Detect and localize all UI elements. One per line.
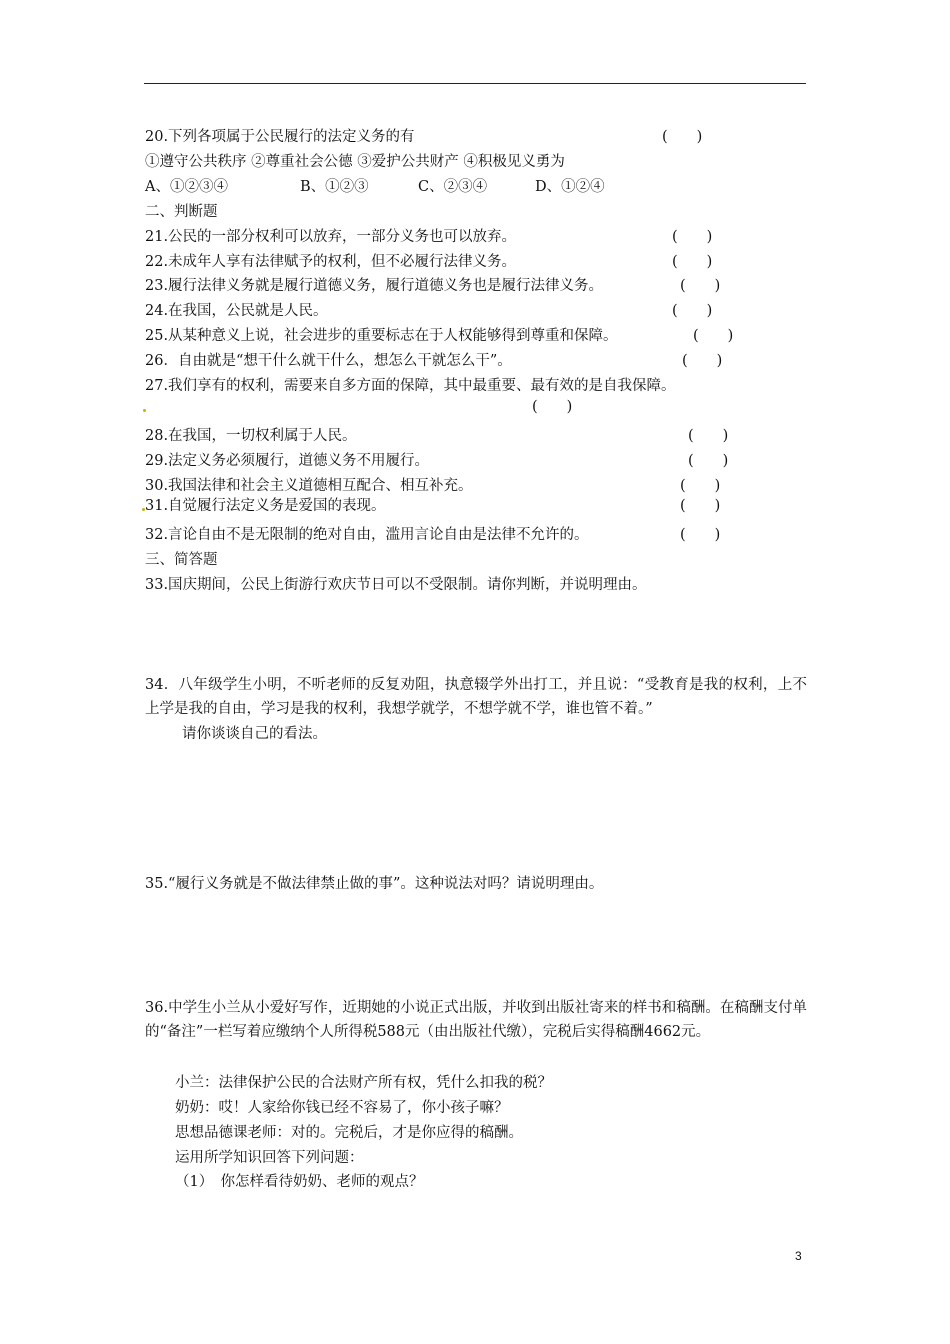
judge-item-27: 27.我们享有的权利，需要来自多方面的保障，其中最重要、最有效的是自我保障。 <box>145 378 676 394</box>
q20-items: ①遵守公共秩序 ②尊重社会公德 ③爱护公共财产 ④积极见义勇为 <box>145 154 565 170</box>
dialog-xiaolan: 小兰：法律保护公民的合法财产所有权，凭什么扣我的税？ <box>175 1075 552 1091</box>
q36-instruction: 运用所学知识回答下列问题： <box>175 1150 364 1166</box>
page-number: 3 <box>795 1249 802 1263</box>
judge-paren-29: ( ) <box>688 453 729 469</box>
q36-subquestion-1: （1） 你怎样看待奶奶、老师的观点？ <box>175 1174 424 1190</box>
q20-stem: 20.下列各项属于公民履行的法定义务的有 <box>145 129 415 145</box>
q20-option-d: D、①②④ <box>535 179 605 195</box>
judge-item-28: 28.在我国，一切权利属于人民。 <box>145 428 357 444</box>
question-34: 34．八年级学生小明，不听老师的反复劝阻，执意辍学外出打工，并且说：“受教育是我的权利，上不上学是我的自由，学习是我的权利，我想学就学，不想学就不学，谁也管不着。” <box>145 677 807 717</box>
question-33: 33.国庆期间，公民上街游行欢庆节日可以不受限制。请你判断，并说明理由。 <box>145 577 647 593</box>
question-34-ask: 请你谈谈自己的看法。 <box>182 726 327 742</box>
q20-option-c: C、②③④ <box>418 179 488 195</box>
judge-item-31: 31.自觉履行法定义务是爱国的表现。 <box>145 498 386 514</box>
judge-paren-21: ( ) <box>672 229 713 245</box>
judge-paren-24: ( ) <box>672 303 713 319</box>
judge-item-29: 29.法定义务必须履行，道德义务不用履行。 <box>145 453 430 469</box>
judge-item-21: 21.公民的一部分权利可以放弃，一部分义务也可以放弃。 <box>145 229 517 245</box>
q20-answer-paren: ( ) <box>662 129 703 145</box>
judge-paren-22: ( ) <box>672 254 713 270</box>
judge-paren-25: ( ) <box>693 328 734 344</box>
section-title-short-answer: 三、简答题 <box>145 552 218 568</box>
judge-item-30: 30.我国法律和社会主义道德相互配合、相互补充。 <box>145 478 473 494</box>
dialog-teacher: 思想品德课老师：对的。完税后，才是你应得的稿酬。 <box>175 1125 523 1141</box>
question-36: 36.中学生小兰从小爱好写作，近期她的小说正式出版，并收到出版社寄来的样书和稿酬。在稿酬支付单的“备注”一栏写着应缴纳个人所得税588元（由出版社代缴），完税后实得稿酬4662元。 <box>145 1000 807 1040</box>
judge-paren-31: ( ) <box>680 498 721 514</box>
judge-paren-32: ( ) <box>680 527 721 543</box>
judge-paren-26: ( ) <box>682 353 723 369</box>
q20-option-b: B、①②③ <box>300 179 369 195</box>
q20-option-a: A、①②③④ <box>145 179 228 195</box>
stray-mark <box>143 409 146 412</box>
question-35: 35.“履行义务就是不做法律禁止做的事”。这种说法对吗？请说明理由。 <box>145 876 604 892</box>
dialog-grandma: 奶奶：哎！人家给你钱已经不容易了，你小孩子嘛？ <box>175 1100 509 1116</box>
judge-item-23: 23.履行法律义务就是履行道德义务，履行道德义务也是履行法律义务。 <box>145 278 604 294</box>
judge-item-26: 26．自由就是“想干什么就干什么，想怎么干就怎么干”。 <box>145 353 512 369</box>
judge-item-22: 22.未成年人享有法律赋予的权利，但不必履行法律义务。 <box>145 254 517 270</box>
judge-paren-30: ( ) <box>680 478 721 494</box>
judge-item-24: 24.在我国，公民就是人民。 <box>145 303 328 319</box>
judge-paren-23: ( ) <box>680 278 721 294</box>
judge-paren-27: ( ) <box>532 399 573 415</box>
judge-paren-28: ( ) <box>688 428 729 444</box>
judge-item-25: 25.从某种意义上说，社会进步的重要标志在于人权能够得到尊重和保障。 <box>145 328 618 344</box>
section-title-judge: 二、判断题 <box>145 204 218 220</box>
judge-item-32: 32.言论自由不是无限制的绝对自由，滥用言论自由是法律不允许的。 <box>145 527 589 543</box>
header-rule <box>144 83 806 84</box>
stray-mark <box>142 508 145 511</box>
